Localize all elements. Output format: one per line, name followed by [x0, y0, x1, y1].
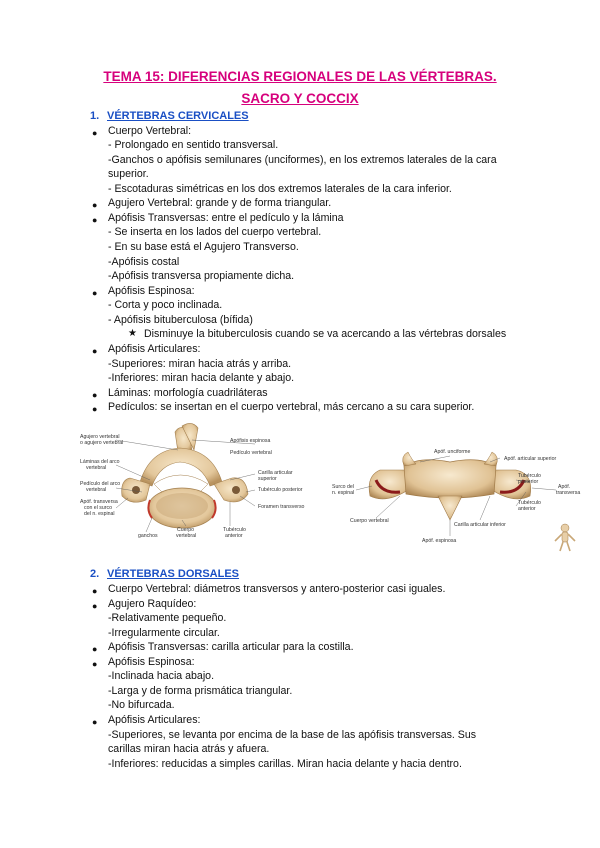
text-line: -Apófisis transversa propiamente dicha. — [108, 270, 295, 282]
figure-label: Pedículo del arco — [80, 481, 121, 487]
text-line: Apófisis Transversas: carilla articular para la costilla. — [108, 641, 354, 653]
figure-label: transversa — [556, 490, 581, 496]
figure-label: vertebral — [86, 465, 107, 471]
text-line: -Inclinada hacia abajo. — [108, 670, 215, 682]
section-title: VÉRTEBRAS CERVICALES — [107, 110, 249, 122]
figure-label: n. espinal — [332, 490, 355, 496]
text-line: -Ganchos o apófisis semilunares (unciformes), en los extremos laterales de la cara — [108, 154, 497, 166]
text-line: - Se inserta en los lados del cuerpo vertebral. — [108, 226, 322, 238]
figure-label: Tubérculo — [518, 500, 541, 506]
figure-label: Apóf. espinosa — [422, 538, 457, 544]
section-1-heading — [90, 110, 249, 122]
bullet: ● — [92, 601, 98, 611]
bullet: ● — [92, 644, 98, 654]
text-line: -Inferiores: miran hacia delante y abajo. — [108, 372, 295, 384]
text-line: - Prolongado en sentido transversal. — [108, 139, 279, 151]
section-number: 1. — [90, 110, 100, 122]
figure-label: Cuerpo — [177, 527, 195, 533]
figure-label: Pedículo vertebral — [230, 450, 272, 456]
text-line: Cuerpo Vertebral: diámetros transversos y antero-posterior casi iguales. — [108, 583, 446, 595]
bullet: ● — [92, 215, 98, 225]
figure-label: posterior — [518, 479, 539, 485]
figure-label: anterior — [225, 533, 243, 539]
figure-label: Cuerpo vertebral — [350, 518, 389, 524]
figure-label: del n. espinal — [84, 511, 115, 517]
figure-label: Apófisis espinosa — [230, 438, 271, 444]
figure-label: Tubérculo — [518, 473, 541, 479]
text-line: - Corta y poco inclinada. — [108, 299, 223, 311]
figure-label: o agujero vertebral — [80, 440, 124, 446]
text-line: -Superiores: miran hacia atrás y arriba. — [108, 358, 292, 370]
figure-label: Carilla articular — [258, 470, 293, 476]
text-line: -Inferiores: reducidas a simples carillas. Miran hacia delante y hacia dentro. — [108, 758, 462, 770]
figure-label: Tubérculo — [223, 527, 246, 533]
text-line: - Escotaduras simétricas en los dos extremos laterales de la cara inferior. — [108, 183, 452, 195]
figure-label: Tubérculo posterior — [258, 487, 303, 493]
text-line: Apófisis Espinosa: — [108, 285, 195, 297]
figure-label: Apóf. transversa — [80, 499, 118, 505]
text-line: Apófisis Articulares: — [108, 714, 201, 726]
star-bullet: ★ — [128, 328, 137, 339]
figure-label: vertebral — [86, 487, 107, 493]
bullet: ● — [92, 346, 98, 356]
cervical-vertebra-superior-illustration — [80, 420, 320, 545]
text-line: -Irregularmente circular. — [108, 627, 220, 639]
figure-label: Surco del — [332, 484, 354, 490]
bullet: ● — [92, 390, 98, 400]
text-line: Láminas: morfología cuadriláteras — [108, 387, 268, 399]
text-line: Agujero Vertebral: grande y de forma triangular. — [108, 197, 332, 209]
section-title: VÉRTEBRAS DORSALES — [107, 568, 240, 580]
section-number: 2. — [90, 568, 100, 580]
figure-label: vertebral — [176, 533, 197, 539]
section-2-heading — [90, 568, 239, 580]
bullet: ● — [92, 200, 98, 210]
bullet: ● — [92, 288, 98, 298]
bullet: ● — [92, 404, 98, 414]
text-line: -No bifurcada. — [108, 699, 175, 711]
text-line: Pedículos: se insertan en el cuerpo vertebral, más cercano a su cara superior. — [108, 401, 475, 413]
bullet: ● — [92, 659, 98, 669]
text-line: -Larga y de forma prismática triangular. — [108, 685, 293, 697]
text-line: - Apófisis bituberculosa (bífida) — [108, 314, 253, 326]
figure-label: Láminas del arco — [80, 459, 120, 465]
figure-label: Apóf. articular superior — [504, 456, 557, 462]
bullet: ● — [92, 717, 98, 727]
bullet: ● — [92, 586, 98, 596]
figure-label: Agujero vertebral — [80, 434, 120, 440]
text-line: -Apófisis costal — [108, 256, 180, 268]
figure-label: Foramen transverso — [258, 504, 305, 510]
figure-label: Apóf. unciforme — [434, 449, 471, 455]
text-line: carillas miran hacia atrás y afuera. — [108, 743, 270, 755]
text-line: -Superiores, se levanta por encima de la base de las apófisis transversas. Sus — [108, 729, 477, 741]
figure-label: Apóf. — [558, 484, 571, 490]
text-line: -Relativamente pequeño. — [108, 612, 227, 624]
text-line: superior. — [108, 168, 149, 180]
text-line: Apófisis Espinosa: — [108, 656, 195, 668]
text-line: Apófisis Articulares: — [108, 343, 201, 355]
figure-label: con el surco — [84, 505, 112, 511]
figure-label: anterior — [518, 506, 536, 512]
title-line-2: SACRO Y COCCIX — [241, 91, 359, 106]
figure-label: superior — [258, 476, 277, 482]
bullet: ● — [92, 128, 98, 138]
title-line-1: TEMA 15: DIFERENCIAS REGIONALES DE LAS VÉRTEBRAS. — [103, 69, 497, 84]
figure-label: ganchos — [138, 533, 158, 539]
text-line: - En su base está el Agujero Transverso. — [108, 241, 299, 253]
text-line: Cuerpo Vertebral: — [108, 125, 192, 137]
skeleton-thumbnail-icon — [550, 522, 580, 552]
text-line: Apófisis Transversas: entre el pedículo y la lámina — [108, 212, 344, 224]
text-line: Agujero Raquídeo: — [108, 598, 197, 610]
figure-label: Carilla articular inferior — [454, 522, 506, 528]
text-line: Disminuye la bituberculosis cuando se va acercando a las vértebras dorsales — [144, 328, 507, 340]
